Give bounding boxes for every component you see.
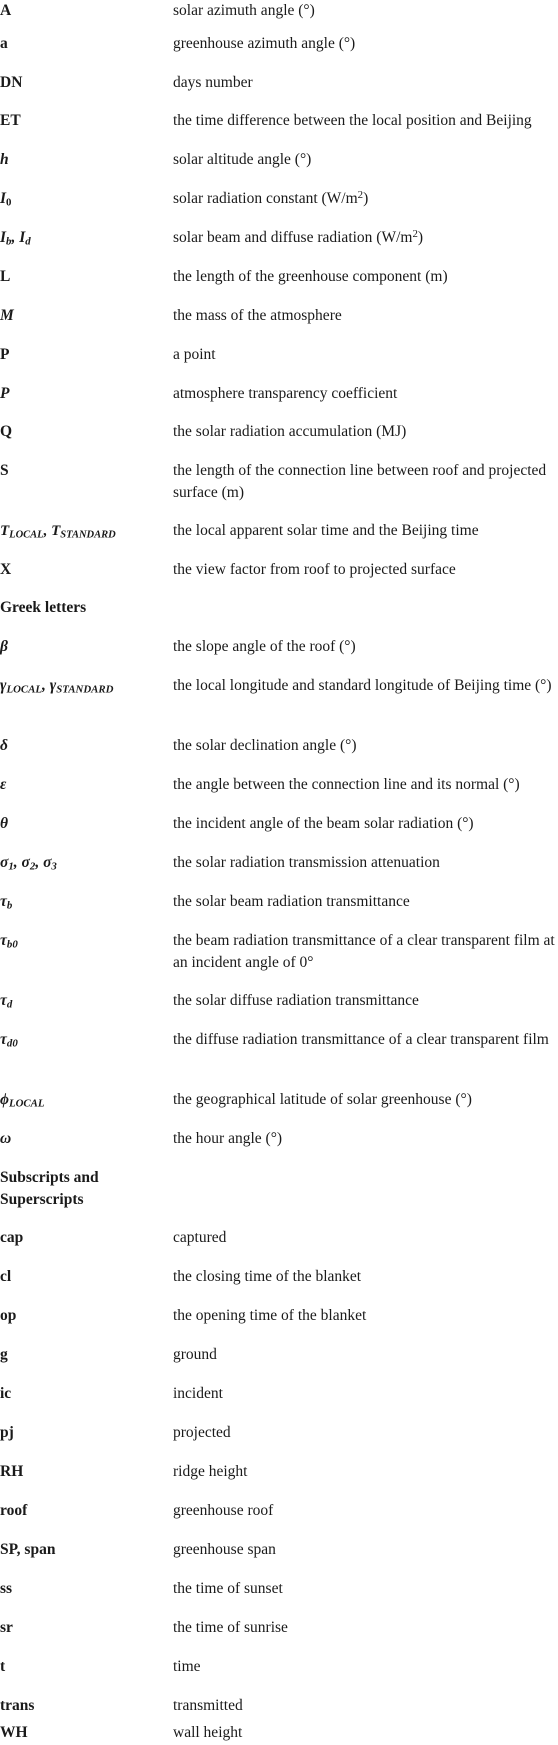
definition: the local apparent solar time and the Beijing time bbox=[173, 522, 479, 539]
symbol: DN bbox=[0, 74, 23, 91]
symbol: P bbox=[0, 385, 10, 402]
symbol: $\tau_{b0}$ bbox=[0, 932, 18, 951]
definition: ground bbox=[173, 1346, 217, 1363]
definition: the solar radiation accumulation (MJ) bbox=[173, 423, 407, 440]
definition: the angle between the connection line and its normal (°) bbox=[173, 776, 520, 793]
symbol: $I_b$, $I_d$ bbox=[0, 229, 31, 248]
symbol: $\tau_b$ bbox=[0, 893, 13, 912]
symbol: $\gamma_{LOCAL}$, $\gamma_{STANDARD}$ bbox=[0, 677, 114, 696]
symbol: pj bbox=[0, 1424, 14, 1441]
symbol: $T_{LOCAL}$, $T_{STANDARD}$ bbox=[0, 523, 116, 541]
definition: time bbox=[173, 1658, 201, 1675]
definition: the local longitude and standard longitude of Beijing time (°) bbox=[173, 677, 552, 694]
symbol: t bbox=[0, 1658, 6, 1675]
definition: greenhouse azimuth angle (°) bbox=[173, 35, 356, 52]
definition: the geographical latitude of solar greenhouse (°) bbox=[173, 1091, 472, 1108]
definition: the solar declination angle (°) bbox=[173, 737, 357, 754]
definition: transmitted bbox=[173, 1697, 243, 1714]
definition: the slope angle of the roof (°) bbox=[173, 638, 356, 655]
symbol: $I_0$ bbox=[0, 190, 12, 209]
definition: solar beam and diffuse radiation $(W/m^2)$ bbox=[173, 228, 424, 246]
symbol: X bbox=[0, 561, 12, 578]
definition: solar radiation constant $(W/m^2)$ bbox=[173, 189, 369, 207]
definition: the solar diffuse radiation transmittance bbox=[173, 992, 419, 1009]
definition: the diffuse radiation transmittance of a clear transparent film bbox=[173, 1031, 549, 1048]
symbol: a bbox=[0, 35, 8, 52]
symbol: ET bbox=[0, 112, 21, 129]
symbol: $\tau_{d0}$ bbox=[0, 1031, 18, 1050]
symbol: cap bbox=[0, 1229, 24, 1246]
definition: days number bbox=[173, 74, 253, 91]
definition: solar azimuth angle (°) bbox=[173, 2, 315, 19]
definition: ridge height bbox=[173, 1463, 248, 1480]
definition: the closing time of the blanket bbox=[173, 1268, 362, 1285]
definition: wall height bbox=[173, 1724, 243, 1741]
definition: the time of sunrise bbox=[173, 1619, 288, 1636]
definition: the view factor from roof to projected surface bbox=[173, 561, 456, 578]
symbol: A bbox=[0, 2, 12, 19]
symbol: h bbox=[0, 151, 9, 168]
section-heading-subscripts-superscripts: Subscripts and Superscripts bbox=[0, 1169, 99, 1208]
symbol: ic bbox=[0, 1385, 12, 1402]
symbol: trans bbox=[0, 1697, 35, 1714]
definition: a point bbox=[173, 346, 216, 363]
symbol: ε bbox=[0, 776, 7, 793]
symbol: ss bbox=[0, 1580, 13, 1597]
definition: the length of the greenhouse component (m) bbox=[173, 268, 448, 285]
symbol: P bbox=[0, 346, 10, 363]
definition: the solar radiation transmission attenuation bbox=[173, 854, 440, 871]
definition: the mass of the atmosphere bbox=[173, 307, 342, 324]
symbol: ω bbox=[0, 1130, 12, 1147]
definition: solar altitude angle (°) bbox=[173, 151, 312, 168]
definition: projected bbox=[173, 1424, 231, 1441]
symbol: M bbox=[0, 307, 14, 324]
definition: the length of the connection line between roof and projected surface (m) bbox=[173, 462, 547, 501]
symbol: δ bbox=[0, 737, 8, 754]
symbol: L bbox=[0, 268, 11, 285]
symbol: sr bbox=[0, 1619, 13, 1636]
definition: atmosphere transparency coefficient bbox=[173, 385, 398, 402]
definition: the time of sunset bbox=[173, 1580, 283, 1597]
definition: the opening time of the blanket bbox=[173, 1307, 367, 1324]
symbol: cl bbox=[0, 1268, 12, 1285]
symbol: $\sigma_1$, $\sigma_2$, $\sigma_3$ bbox=[0, 854, 57, 873]
symbol: RH bbox=[0, 1463, 24, 1480]
symbol: g bbox=[0, 1346, 8, 1363]
definition: greenhouse span bbox=[173, 1541, 276, 1558]
symbol: S bbox=[0, 462, 9, 479]
symbol: roof bbox=[0, 1502, 28, 1519]
section-heading-greek-letters: Greek letters bbox=[0, 599, 87, 616]
symbol: $\phi_{LOCAL}$ bbox=[0, 1091, 45, 1110]
definition: captured bbox=[173, 1229, 227, 1246]
definition: the incident angle of the beam solar radiation (°) bbox=[173, 815, 474, 832]
symbol: SP, span bbox=[0, 1541, 56, 1558]
symbol: θ bbox=[0, 815, 9, 832]
symbol: $\tau_d$ bbox=[0, 992, 13, 1011]
symbol: WH bbox=[0, 1724, 28, 1741]
symbol: Q bbox=[0, 423, 13, 440]
definition: the hour angle (°) bbox=[173, 1130, 283, 1147]
symbol: β bbox=[0, 638, 8, 655]
definition: incident bbox=[173, 1385, 223, 1402]
definition: the beam radiation transmittance of a clear transparent film at an incident angle of 0° bbox=[173, 932, 555, 971]
definition: the time difference between the local position and Beijing bbox=[173, 112, 532, 129]
definition: the solar beam radiation transmittance bbox=[173, 893, 410, 910]
symbol: op bbox=[0, 1307, 17, 1324]
definition: greenhouse roof bbox=[173, 1502, 274, 1519]
